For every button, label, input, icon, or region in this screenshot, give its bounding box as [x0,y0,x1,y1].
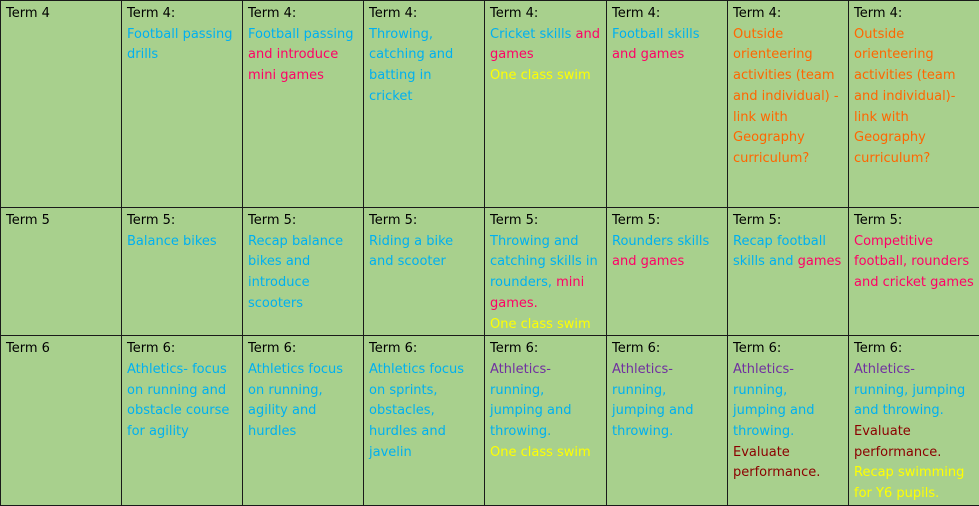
cell-text-segment: Term 6: [490,341,538,356]
cell-text-segment: Cricket skills [490,27,576,42]
cell-text-segment: Term 6: [127,341,175,356]
cell-text-segment: Riding a bike and scooter [369,234,453,270]
cell-text-segment: Recap football skills and [733,234,826,270]
cell-text-segment: Athletics- [490,362,551,377]
cell-text-segment: Term 5: [612,213,660,228]
cell-text-segment: Term 4: [733,6,781,21]
cell-text-segment: Term 6: [854,341,902,356]
cell-text-segment: Term 5: [127,213,175,228]
table-body [1,1,979,506]
table-cell-year-3 [485,1,607,208]
table-cell-year-r [122,336,243,506]
cell-text-segment: Competitive football, rounders and cricket games [854,234,974,290]
table-cell-term-label [1,208,122,336]
cell-text-segment: Throwing and catching skills in rounders, [490,234,598,290]
cell-text-segment: and games [612,254,684,269]
cell-text-segment: Football skills [612,27,700,42]
cell-text-segment: One class swim [490,317,591,332]
cell-text-segment: mini games. [490,275,584,311]
cell-text-segment: Term 6: [369,341,417,356]
cell-text-segment: Athletics- [612,362,673,377]
cell-text-segment: running, jumping and throwing. [854,383,965,419]
cell-text-segment: One class swim [490,68,591,83]
cell-text-segment: Term 4: [369,6,417,21]
table-cell-year-2 [364,1,485,208]
table-cell-year-1 [243,336,364,506]
cell-text-segment: Term 4: [612,6,660,21]
table-cell-year-4 [607,1,728,208]
table-cell-year-5 [728,336,849,506]
cell-text-segment: Term 5 [6,213,50,228]
cell-text-segment: Rounders skills [612,234,709,249]
cell-text-segment: and games [612,47,684,62]
table-cell-year-5 [728,208,849,336]
table-cell-year-5 [728,1,849,208]
cell-text-segment: Athletics- focus on running and obstacle course for agility [127,362,229,439]
cell-text-segment: Term 6: [248,341,296,356]
cell-text-segment: Term 4 [6,6,50,21]
cell-text-segment: running, jumping and throwing. [612,383,693,439]
cell-text-segment: Term 4: [127,6,175,21]
table-row [1,208,979,336]
cell-text-segment: Balance bikes [127,234,217,249]
cell-text-segment: Term 4: [854,6,902,21]
cell-text-segment: Term 6: [612,341,660,356]
cell-text-segment: One class swim [490,445,591,460]
table-cell-year-1 [243,208,364,336]
cell-text-segment: Recap swimming for Y6 pupils. [854,465,964,501]
table-cell-year-r [122,1,243,208]
cell-text-segment: Football passing drills [127,27,232,63]
cell-text-segment: Evaluate performance. [733,445,820,481]
cell-text-segment: Term 4: [248,6,296,21]
cell-text-segment: Evaluate performance. [854,424,941,460]
table-cell-year-4 [607,336,728,506]
cell-text-segment: Throwing, catching and batting in cricket [369,27,453,104]
cell-text-segment: Athletics- [733,362,794,377]
table-cell-term-label [1,336,122,506]
table-cell-year-1 [243,1,364,208]
cell-text-segment: Term 4: [490,6,538,21]
table-row [1,336,979,506]
cell-text-segment: Term 5: [733,213,781,228]
cell-text-segment: Outside orienteering activities (team and individual)- link with Geography curriculum? [854,27,956,166]
cell-text-segment: and games [490,27,600,63]
table-cell-year-3 [485,208,607,336]
cell-text-segment: running, jumping and throwing. [733,383,814,439]
cell-text-segment: Term 5: [248,213,296,228]
cell-text-segment: Term 5: [369,213,417,228]
cell-text-segment: Football passing [248,27,353,42]
table-cell-year-2 [364,208,485,336]
table-cell-year-2 [364,336,485,506]
table-row [1,1,979,208]
table-cell-year-6 [849,208,979,336]
cell-text-segment: Outside orienteering activities (team and individual) - link with Geography curriculum? [733,27,839,166]
cell-text-segment: games [798,254,842,269]
cell-text-segment: Recap balance bikes and introduce scooters [248,234,343,311]
table-cell-year-6 [849,1,979,208]
table-cell-term-label [1,1,122,208]
cell-text-segment: Term 6: [733,341,781,356]
cell-text-segment: Term 6 [6,341,50,356]
table-cell-year-3 [485,336,607,506]
cell-text-segment: Athletics focus on sprints, obstacles, hurdles and javelin [369,362,464,460]
cell-text-segment: Term 5: [854,213,902,228]
table-cell-year-r [122,208,243,336]
cell-text-segment: Athletics- [854,362,915,377]
cell-text-segment: running, jumping and throwing. [490,383,571,439]
table-cell-year-4 [607,208,728,336]
table-cell-year-6 [849,336,979,506]
cell-text-segment: Term 5: [490,213,538,228]
cell-text-segment: Athletics focus on running, agility and hurdles [248,362,343,439]
cell-text-segment: and introduce mini games [248,47,338,83]
